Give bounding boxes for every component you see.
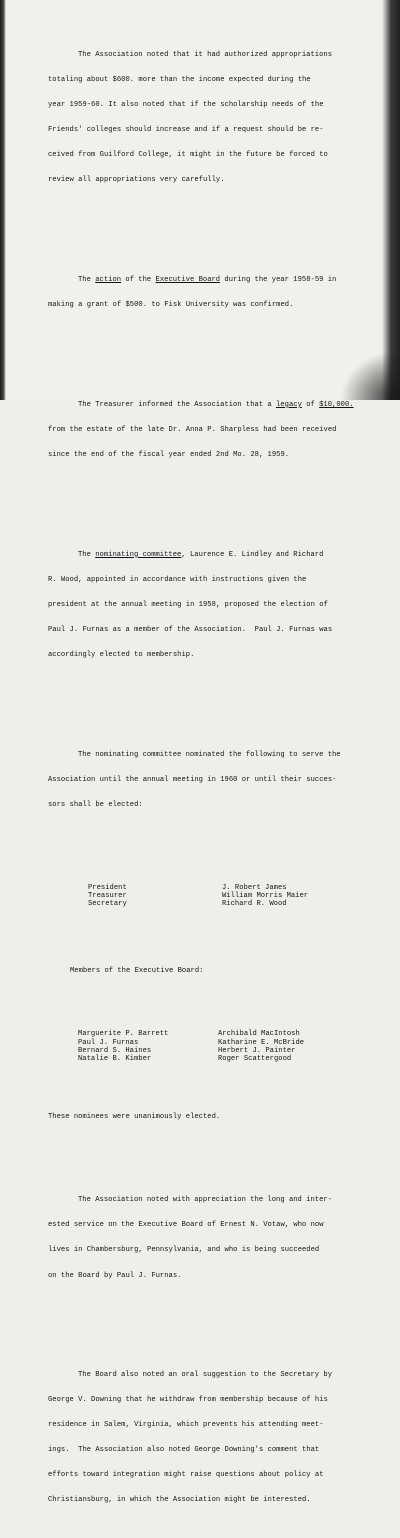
officer-role: Treasurer [88,892,127,901]
text-run: during the year 1958-59 in [220,276,337,284]
member-name: Katharine E. McBride [218,1038,305,1047]
text-line: making a grant of $500. to Fisk University was confirmed. [48,301,294,310]
text-line: Friends' colleges should increase and if a request should be re- [48,126,324,135]
paragraph-nominating-committee [48,534,364,676]
text-run: of the [121,276,156,284]
underlined-amount: $10,000. [319,400,354,409]
text-line: since the end of the fiscal year ended 2nd Mo. 28, 1959. [48,450,290,459]
text-line: Association until the annual meeting in 1960 or until their succes- [48,775,337,784]
text-line: ested service on the Executive Board of Ernest N. Votaw, who now [48,1221,324,1230]
officer-name: J. Robert James [222,883,287,892]
underlined-executive-board: Executive Board [155,276,221,284]
text-line: George V. Downing that he withdraw from membership because of his [48,1396,328,1405]
paragraph-board-action [48,259,364,326]
text-line: ings. The Association also noted George Downing's comment that [48,1446,320,1455]
officer-role: President [88,883,127,892]
underlined-legacy: legacy [276,400,302,409]
text-line: The Association noted with appreciation the long and inter- [78,1196,332,1205]
scan-edge-left [0,0,6,400]
text-line: ceived from Guilford College, it might in the future be forced to [48,151,328,160]
text-line: review all appropriations very carefully. [48,176,225,185]
text-line: Paul J. Furnas as a member of the Association. Paul J. Furnas was [48,625,333,634]
text-line: The nominating committee nominated the following to serve the [78,750,341,759]
officers-list [48,884,364,909]
text-run: , Laurence E. Lindley and Richard [181,550,324,559]
text-line: from the estate of the late Dr. Anna P. Sharpless had been received [48,425,337,434]
text-line: Christiansburg, in which the Association might be interested. [48,1496,311,1505]
text-line: efforts toward integration might raise questions about policy at [48,1471,324,1480]
paragraph-nominations [48,734,364,826]
text-line: on the Board by Paul J. Furnas. [48,1271,182,1280]
text-line [48,276,364,284]
text-line: president at the annual meeting in 1958, proposed the election of [48,600,328,609]
member-name: Bernard S. Haines [78,1046,152,1055]
paragraph-votaw [48,1180,364,1297]
text-run: The Treasurer informed the Association that a [78,400,277,409]
document-body [48,1,364,1538]
text-line: residence in Salem, Virginia, which prevents his attending meet- [48,1421,324,1430]
text-line [48,401,364,409]
text-line: The Association noted that it had authorized appropriations [78,51,332,60]
scan-edge-right [382,0,400,400]
text-line: accordingly elected to membership. [48,650,195,659]
unanimous-statement: These nominees were unanimously elected. [48,1113,221,1122]
text-line: year 1959-60. It also noted that if the scholarship needs of the [48,101,324,110]
member-name: Roger Scattergood [218,1055,292,1064]
text-run: The [78,276,96,284]
executive-board-members [48,1030,364,1063]
paragraph-legacy [48,384,364,476]
text-line: R. Wood, appointed in accordance with instructions given the [48,575,307,584]
member-name: Herbert J. Painter [218,1046,296,1055]
paragraph-appropriations [48,34,364,201]
text-line: lives in Chambersburg, Pennsylvania, and who is being succeeded [48,1246,320,1255]
officer-name: Richard R. Wood [222,900,287,909]
paragraph-downing [48,1355,364,1522]
member-name: Marguerite P. Barrett [78,1030,169,1039]
underlined-nominating-committee: nominating committee [95,550,182,559]
members-heading: Members of the Executive Board: [70,966,204,975]
text-run: of [301,400,320,409]
text-line [48,551,364,559]
member-name: Paul J. Furnas [78,1038,139,1047]
text-line: The Board also noted an oral suggestion to the Secretary by [78,1371,332,1380]
officer-name: William Morris Maier [222,892,309,901]
text-line: sors shall be elected: [48,800,143,809]
member-name: Natalie B. Kimber [78,1055,152,1064]
member-name: Archibald MacIntosh [218,1030,300,1039]
officer-role: Secretary [88,900,127,909]
underlined-action: action [95,276,122,284]
text-run: The [78,550,96,559]
text-line: totaling about $600. more than the income expected during the [48,76,311,85]
